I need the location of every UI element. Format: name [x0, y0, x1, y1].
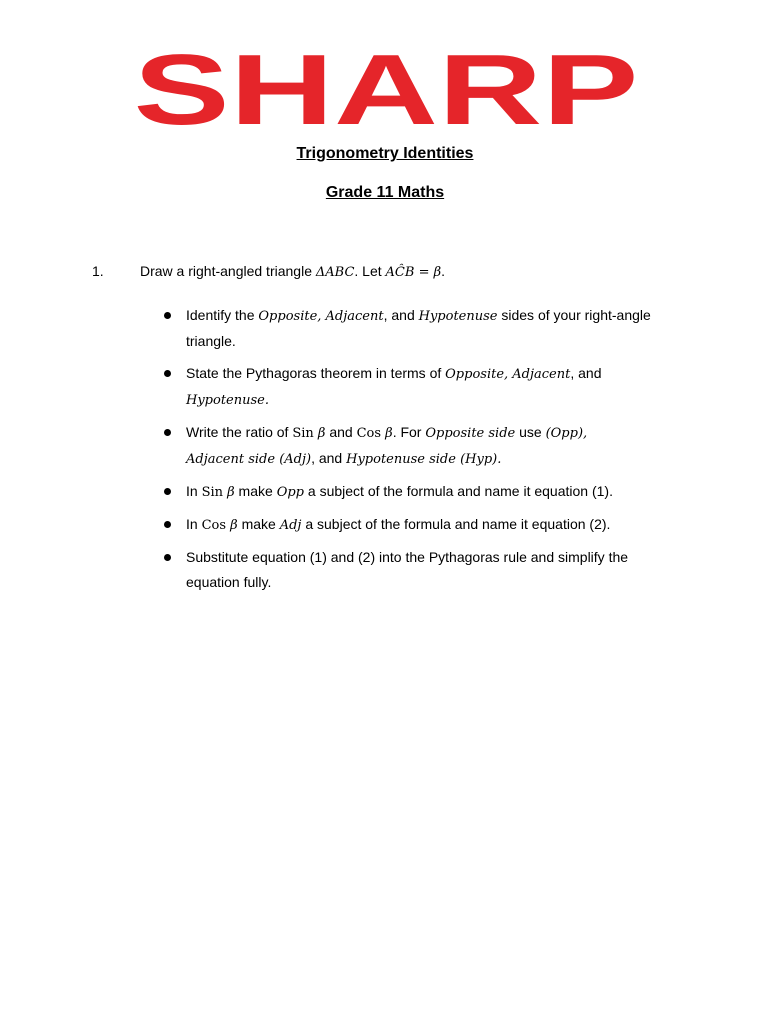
bullet-icon	[164, 488, 171, 495]
math-term: Opp	[276, 485, 304, 500]
text: use	[515, 424, 546, 440]
list-item	[160, 479, 680, 505]
sharp-logo	[130, 50, 642, 132]
math-term: β	[313, 426, 326, 441]
bullet-icon	[164, 370, 171, 377]
text: make	[237, 516, 280, 532]
list-item	[160, 545, 680, 595]
bullet-icon	[164, 554, 171, 561]
math-term: .	[497, 452, 502, 467]
math-fn: Sin	[292, 426, 314, 441]
math-term: β	[381, 426, 393, 441]
text: a subject of the formula and name it equation (2).	[301, 516, 611, 532]
page-subtitle: Grade 11 Maths	[325, 184, 445, 201]
math-term: Opposite side	[425, 426, 516, 441]
list-item	[160, 512, 680, 538]
math-term: ,	[504, 367, 513, 382]
math-fn: Cos	[356, 426, 382, 441]
math-term: (Hyp)	[460, 452, 498, 467]
math-term: ,	[583, 426, 588, 441]
logo-wordmark: SHARP	[133, 50, 639, 132]
math-term: β	[226, 518, 238, 533]
math-term: Hypotenuse	[418, 309, 498, 324]
text: , and	[570, 365, 602, 381]
text: and	[325, 424, 357, 440]
text: make	[234, 483, 277, 499]
question-text-part: . Let	[354, 263, 386, 279]
question-text-part: Draw a right-angled triangle	[140, 263, 316, 279]
instruction-list	[160, 303, 680, 602]
text: Substitute equation (1) and (2) into the Pythagoras rule and simplify the equation fully.	[186, 549, 629, 590]
math-term: β	[223, 485, 235, 500]
math-term: Adj	[279, 518, 302, 533]
text: a subject of the formula and name it equation (1).	[304, 483, 613, 499]
sharp-logo-graphic	[130, 50, 642, 132]
list-item	[160, 420, 680, 472]
triangle-expression: ΔABC	[315, 265, 355, 280]
question-number: 1.	[92, 263, 104, 279]
math-term: .	[264, 393, 269, 408]
text: Write the ratio of	[186, 424, 293, 440]
text: , and	[383, 307, 419, 323]
page-title: Trigonometry Identities	[296, 145, 474, 162]
text: In	[186, 483, 202, 499]
bullet-icon	[164, 429, 171, 436]
text: , and	[311, 450, 347, 466]
list-item	[160, 361, 680, 413]
question-text-part: .	[441, 263, 445, 279]
text: . For	[392, 424, 426, 440]
math-term: Hypotenuse side	[346, 452, 456, 467]
math-term: Adjacent	[325, 309, 384, 324]
math-fn: Sin	[201, 485, 224, 500]
list-item	[160, 303, 680, 354]
bullet-icon	[164, 521, 171, 528]
bullet-icon	[164, 312, 171, 319]
question-text	[140, 263, 445, 280]
math-term: Adjacent	[512, 367, 571, 382]
math-term: Opposite	[258, 309, 318, 324]
text: sides of your right-angle triangle.	[186, 307, 651, 349]
math-term: Hypotenuse	[186, 393, 265, 408]
text: Identify the	[186, 307, 259, 323]
text: State the Pythagoras theorem in terms of	[186, 365, 446, 381]
math-term: (Adj)	[279, 452, 312, 467]
math-term: Adjacent side	[186, 452, 276, 467]
math-term: Opposite	[445, 367, 505, 382]
math-term: ,	[317, 309, 326, 324]
text: In	[186, 516, 202, 532]
math-fn: Cos	[201, 518, 227, 533]
angle-expression: AĈB = β	[385, 265, 442, 280]
math-term: (Opp)	[545, 426, 584, 441]
